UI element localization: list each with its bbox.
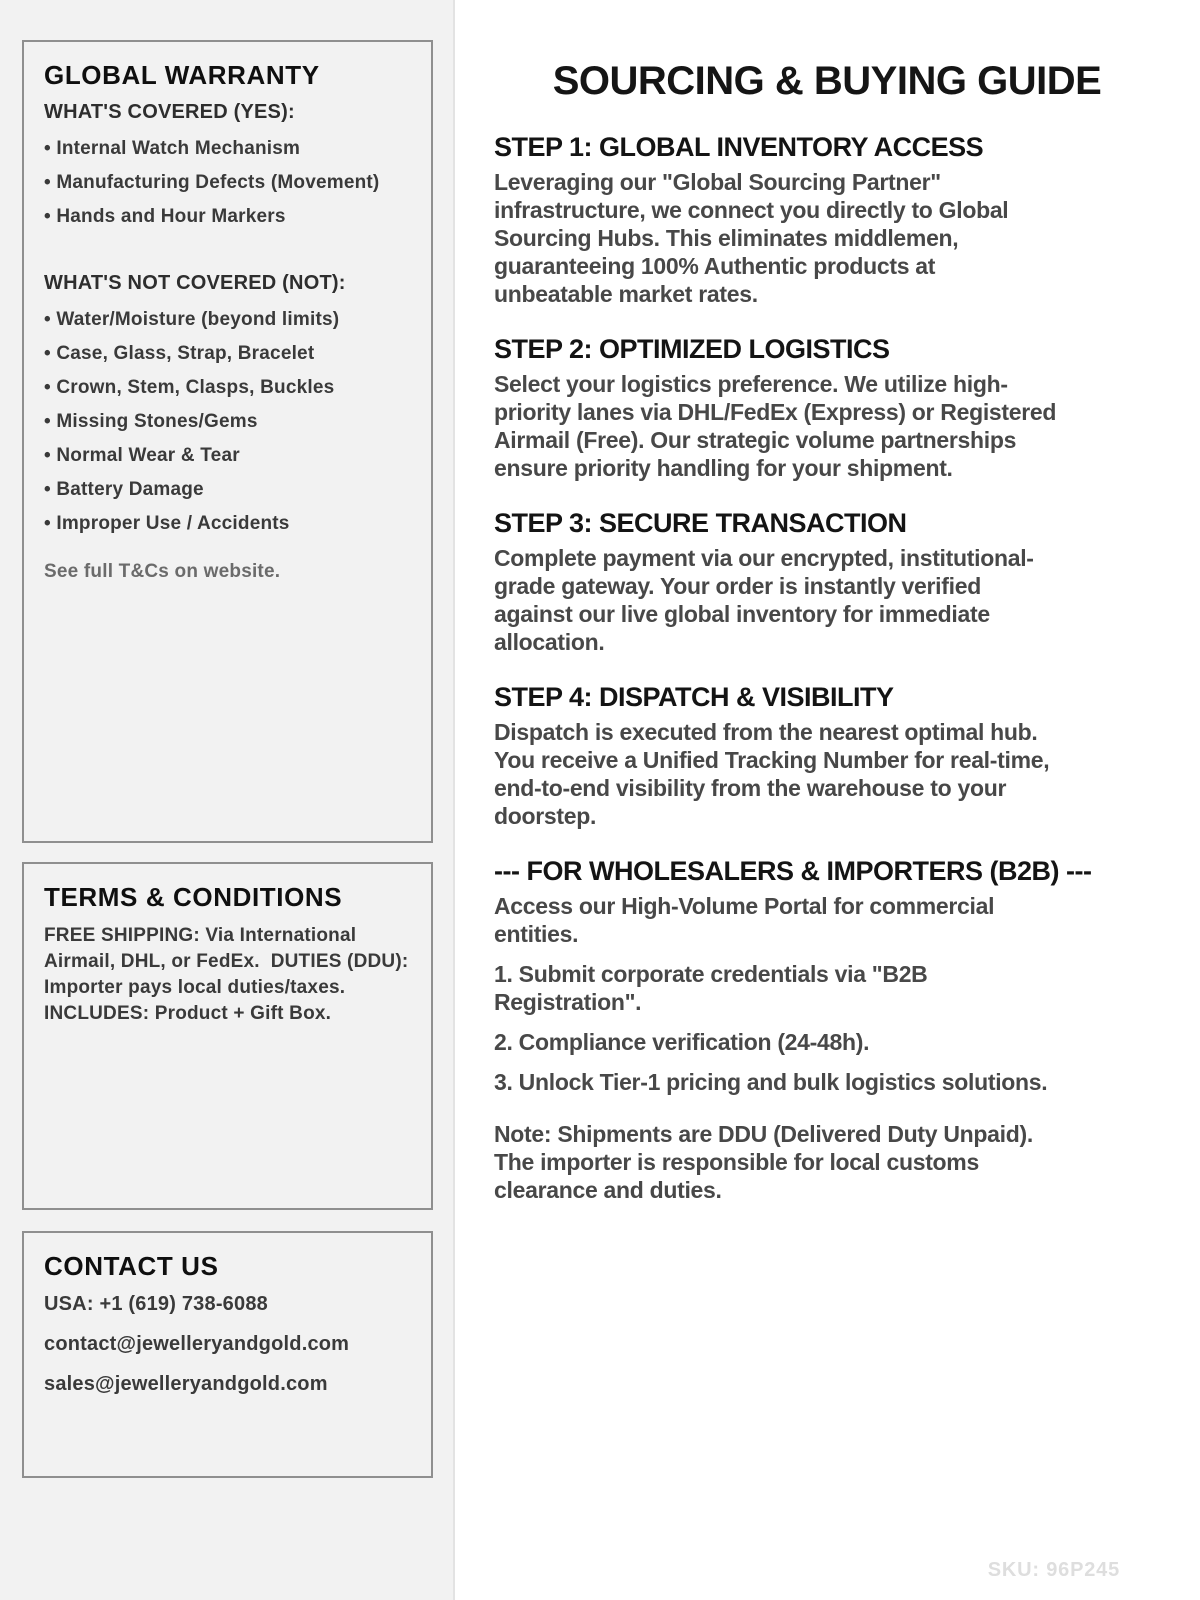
covered-item: • Hands and Hour Markers: [44, 200, 411, 234]
section-heading: STEP 3: SECURE TRANSACTION: [494, 508, 907, 538]
section-body: Select your logistics preference. We utilize high-priority lanes via DHL/FedEx (Express) or Registered Airmail (Free). Our strategic volume partnerships ensure priority handling for your shipment.: [494, 371, 1057, 481]
not-covered-item: • Battery Damage: [44, 473, 411, 507]
b2b-step: 1. Submit corporate credentials via "B2B Registration".: [494, 961, 928, 1015]
contact-email-sales: sales@jewelleryandgold.com: [44, 1373, 328, 1395]
section-body: Leveraging our "Global Sourcing Partner" infrastructure, we connect you directly to Global Sourcing Hubs. This eliminates middlemen, guaranteeing 100% Authentic products at unbeatable market rates.: [494, 169, 1009, 307]
guide-section-step3: [494, 508, 1160, 656]
not-covered-item: • Case, Glass, Strap, Bracelet: [44, 337, 411, 371]
b2b-note: Note: Shipments are DDU (Delivered Duty Unpaid). The importer is responsible for local customs clearance and duties.: [494, 1121, 1033, 1203]
not-covered-list: [44, 303, 411, 541]
not-covered-heading: WHAT'S NOT COVERED (NOT):: [44, 272, 346, 294]
guide-section-step1: [494, 132, 1160, 308]
covered-item: • Manufacturing Defects (Movement): [44, 166, 411, 200]
guide-section-step4: [494, 682, 1160, 830]
not-covered-item: • Normal Wear & Tear: [44, 439, 411, 473]
contact-panel: [22, 1231, 433, 1478]
b2b-heading: --- FOR WHOLESALERS & IMPORTERS (B2B) ---: [494, 856, 1092, 886]
section-body: Dispatch is executed from the nearest optimal hub. You receive a Unified Tracking Number for real-time, end-to-end visibility from the warehouse to your doorstep.: [494, 719, 1050, 829]
terms-title: TERMS & CONDITIONS: [44, 882, 343, 912]
covered-item: • Internal Watch Mechanism: [44, 132, 411, 166]
sku-label: SKU: 96P245: [987, 1559, 1120, 1581]
b2b-step: 2. Compliance verification (24-48h).: [494, 1029, 870, 1055]
section-body: Complete payment via our encrypted, institutional-grade gateway. Your order is instantly verified against our live global inventory for immediate allocation.: [494, 545, 1034, 655]
terms-body: FREE SHIPPING: Via International Airmail, DHL, or FedEx. DUTIES (DDU): Importer pays local duties/taxes. INCLUDES: Product + Gift Box.: [44, 925, 414, 1024]
section-heading: STEP 2: OPTIMIZED LOGISTICS: [494, 334, 890, 364]
covered-heading: WHAT'S COVERED (YES):: [44, 101, 295, 123]
main-content: [455, 0, 1200, 1600]
contact-email-primary: contact@jewelleryandgold.com: [44, 1333, 350, 1355]
page-title: SOURCING & BUYING GUIDE: [552, 59, 1102, 103]
contact-title: CONTACT US: [44, 1251, 219, 1281]
contact-phone: USA: +1 (619) 738-6088: [44, 1293, 268, 1315]
not-covered-item: • Water/Moisture (beyond limits): [44, 303, 411, 337]
warranty-footnote: See full T&Cs on website.: [44, 561, 281, 582]
warranty-title: GLOBAL WARRANTY: [44, 60, 320, 90]
b2b-step: 3. Unlock Tier-1 pricing and bulk logistics solutions.: [494, 1069, 1048, 1095]
section-heading: STEP 1: GLOBAL INVENTORY ACCESS: [494, 132, 984, 162]
not-covered-item: • Missing Stones/Gems: [44, 405, 411, 439]
terms-panel: [22, 862, 433, 1210]
b2b-section: [494, 856, 1160, 1204]
sidebar: [0, 0, 455, 1600]
not-covered-item: • Crown, Stem, Clasps, Buckles: [44, 371, 411, 405]
not-covered-item: • Improper Use / Accidents: [44, 507, 411, 541]
section-heading: STEP 4: DISPATCH & VISIBILITY: [494, 682, 894, 712]
warranty-panel: [22, 40, 433, 843]
guide-section-step2: [494, 334, 1160, 482]
covered-list: [44, 132, 411, 234]
b2b-intro: Access our High-Volume Portal for commercial entities.: [494, 893, 995, 947]
